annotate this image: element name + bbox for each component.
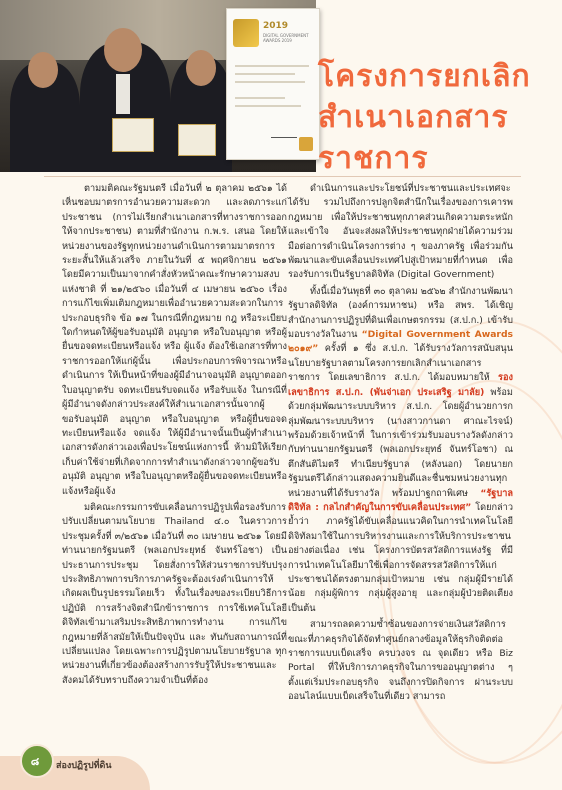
paragraph: สามารถลดความซ้ำซ้อนของการจ่ายเงินสวัสดิการ ขณะที่ภาคธุรกิจได้จัดทำศูนย์กลางข้อมูลให้ธุรกิจติดต่อราชการแบบเบ็ดเสร็จ ครบวงจร ณ จุดเดียว หรือ Biz Portal ที่ให้บริการภาคธุรกิจในการขออนุญาตต่าง ๆ ตั้งแต่เริ่มประกอบธุรกิจ จนถึงการปิดกิจการ ผ่านระบบออนไลน์แบบเบ็ดเสร็จในที่เดียว สามารถ <box>288 619 513 703</box>
article-column-right <box>288 182 513 705</box>
text-run: ทั้งนี้เมื่อวันพุธที่ ๓๐ ตุลาคม ๒๕๖๒ สำนักงานพัฒนารัฐบาลดิจิทัล (องค์การมหาชน) หรือ สพร. ได้เชิญสำนักงานการปฏิรูปที่ดินเพื่อเกษตรกรรม (ส.ป.ก.) เข้ารับมอบรางวัลในงาน <box>288 285 513 341</box>
award-name-highlight: “Digital Government Awards ๒๐๑๙” <box>288 329 514 355</box>
poster-text-line <box>235 73 295 75</box>
paragraph: ดำเนินการและประโยชน์ที่ประชาชนและประเทศจะได้รับ รวมไปถึงการปลูกจิตสำนึกในเรื่องของการเคารพกฎหมาย เพื่อให้ประชาชนทุกภาคส่วนเกิดความตระหนัก และเข้าใจ อันจะส่งผลให้ประชาชนทุกฝ่ายได้ความร่วมมือต่อการดำเนินโครงการต่าง ๆ ของภาครัฐ เพื่อร่วมกันพัฒนาและขับเคลื่อนประเทศไปสู่เป้าหมายที่กำหนด เพื่อรองรับการเป็นรัฐบาลดิจิทัล (Digital Government) <box>288 183 513 281</box>
photo-person-head <box>104 28 142 72</box>
person-name-highlight: รองเลขาธิการ ส.ป.ก. (พันจ่าเอก ประเสริฐ มาลัย) <box>288 372 513 398</box>
speech-title-highlight: “รัฐบาลดิจิทัล : กลไกสำคัญในการขับเคลื่อนประเทศ” <box>288 487 513 513</box>
photo-certificate <box>112 118 154 152</box>
divider <box>44 176 521 177</box>
poster-subtitle: DIGITAL GOVERNMENT AWARDS 2019 <box>263 33 309 43</box>
page-footer <box>0 728 562 790</box>
page-title: โครงการยกเลิกสำเนาเอกสารราชการ <box>318 59 531 176</box>
photo-person-head <box>28 52 58 88</box>
poster-year: 2019 <box>263 21 289 31</box>
award-logo-icon <box>233 19 259 47</box>
page-number: ๘ <box>30 755 40 768</box>
paragraph <box>288 285 513 616</box>
photo-person-head <box>186 50 216 86</box>
dga-badge-icon <box>299 137 313 151</box>
footer-section-label: ส่องปฏิรูปที่ดิน <box>56 761 112 771</box>
award-poster <box>226 8 320 160</box>
poster-text-line <box>235 65 309 67</box>
text-run: พร้อมด้วยกลุ่มพัฒนาระบบบริหาร ส.ป.ก. โดยผู้อำนวยการกลุ่มพัฒนาระบบบริหาร (นางสาวกานดา ศาณะไรจน์) พร้อมด้วยเจ้าหน้าที่ ในการเข้าร่วมรับมอบรางวัลดังกล่าว กับท่านนายกรัฐมนตรี (พลเอกประยุทธ์ จันทร์โอชา) ณ ตึกสันติไมตรี ทำเนียบรัฐบาล (หลังนอก) โดยนายกรัฐมนตรีได้กล่าวแสดงความยินดีและชื่นชมหน่วยงานทุกหน่วยงานที่ได้รับรางวัล พร้อมปาฐกถาพิเศษ <box>288 386 513 499</box>
paragraph: มติคณะกรรมการขับเคลื่อนการปฏิรูปเพื่อรองรับการปรับเปลี่ยนตามนโยบาย Thailand ๔.๐ ในคราวการประชุมครั้งที่ ๓/๒๕๖๑ เมื่อวันที่ ๓๐ เมษายน ๒๕๖๑ โดยมีท่านนายกรัฐมนตรี (พลเอกประยุทธ์ จันทร์โอชา) เป็นประธานการประชุม โดยสั่งการให้ส่วนราชการปรับปรุงประสิทธิภาพการบริการภาครัฐจะต้องเร่งดำเนินการให้เกิดผลเป็นรูปธรรมโดยเร็ว ทั้งในเรื่องของระเบียบวิธีการปฏิบัติ การสร้างจิตสำนึกข้าราชการ การใช้เทคโนโลยีดิจิทัลเข้ามาเสริมประสิทธิภาพการทำงาน การแก้ไขกฎหมายที่ล้าสมัยให้เป็นปัจจุบัน และ ทันกับสถานการณ์ที่เปลี่ยนแปลง โดยเฉพาะการปฏิรูปตามนโยบายรัฐบาล ทุกหน่วยงานที่เกี่ยวข้องต้องสร้างการรับรู้ให้ประชาชนและสังคมได้รับทราบถึงความจำเป็นที่ต้อง <box>62 501 287 686</box>
text-run: โดยกล่าวย้ำว่า ภาครัฐได้ขับเคลื่อนแนวคิดในการนำเทคโนโลยีดิจิทัลมาใช้ในการบริหารงานและการให้บริการประชาชนอย่างต่อเนื่อง เช่น โครงการบัตรสวัสดิการแห่งรัฐ ที่มีการนำเทคโนโลยีมาใช้เพื่อการจัดสรรสวัสดิการให้แก่ประชาชนได้ตรงตามกลุ่มเป้าหมาย เช่น กลุ่มผู้มีรายได้น้อย กลุ่มผู้พิการ กลุ่มผู้สูงอายุ และกลุ่มผู้ป่วยติดเตียง เป็นต้น <box>288 501 513 614</box>
photo-shirt <box>116 74 130 114</box>
photo-certificate <box>178 124 216 156</box>
poster-text-line <box>235 97 285 99</box>
poster-text-line <box>235 81 305 83</box>
article-column-left <box>62 182 287 688</box>
paragraph: ตามมติคณะรัฐมนตรี เมื่อวันที่ ๒ ตุลาคม ๒๕๖๑ ได้เห็นชอบมาตรการอำนวยความสะดวก และลดภาระแก่ประชาชน (การไม่เรียกสำเนาเอกสารที่ทางราชการออกให้จากประชาชน) ตามที่สำนักงาน ก.พ.ร. เสนอ โดยให้หน่วยงานของรัฐทุกหน่วยงานดำเนินการตามมาตรการระยะสั้นให้แล้วเสร็จ ภายในวันที่ ๕ พฤศจิกายน ๒๕๖๑ โดยมีความเป็นมาจากคำสั่งหัวหน้าคณะรักษาความสงบแห่งชาติ ที่ ๒๑/๒๕๖๐ เมื่อวันที่ ๔ เมษายน ๒๕๖๐ เรื่องการแก้ไขเพิ่มเติมกฎหมายเพื่ออำนวยความสะดวกในการประกอบธุรกิจ ข้อ ๑๗ ในกรณีที่กฎหมาย กฎ หรือระเบียบใดกำหนดให้ผู้ขอรับอนุมัติ อนุญาต หรือใบอนุญาต หรือผู้ยื่นขอจดทะเบียนหรือแจ้ง หรือ ผู้แจ้ง ต้องใช้เอกสารที่ทางราชการออกให้แก่ผู้นั้น เพื่อประกอบการพิจารณาหรือดำเนินการ ให้เป็นหน้าที่ของผู้มีอำนาจอนุมัติ อนุญาตออกใบอนุญาตรับ จดทะเบียนรับจดแจ้ง หรือรับแจ้ง ในกรณีที่ผู้มีอำนาจดังกล่าวประสงค์ให้สำเนาเอกสารนั้นจากผู้ขอรับอนุมัติ อนุญาต หรือใบอนุญาต หรือผู้ยื่นขอจดทะเบียนหรือแจ้ง จดแจ้ง ให้ผู้มีอำนาจนั้นเป็นผู้ทำสำเนาเอกสารดังกล่าวเองเพื่อประโยชน์แห่งการนี้ ห้ามมิให้เรียกเก็บค่าใช้จ่ายที่เกิดจากการทำสำเนาดังกล่าวจากผู้ขอรับอนุมัติ อนุญาต หรือใบอนุญาตหรือผู้ยื่นขอจดทะเบียนหรือแจ้งหรือผู้แจ้ง <box>62 183 287 497</box>
text-run: ครั้งที่ ๑ ซึ่ง ส.ป.ก. ได้รับรางวัลการสนับสนุนนโยบายรัฐบาลตามโครงการยกเลิกสำเนาเอกสารราชการ โดยเลขาธิการ ส.ป.ก. ได้มอบหมายให้ <box>288 343 513 384</box>
poster-signature <box>271 129 297 138</box>
poster-text-line <box>235 105 301 107</box>
